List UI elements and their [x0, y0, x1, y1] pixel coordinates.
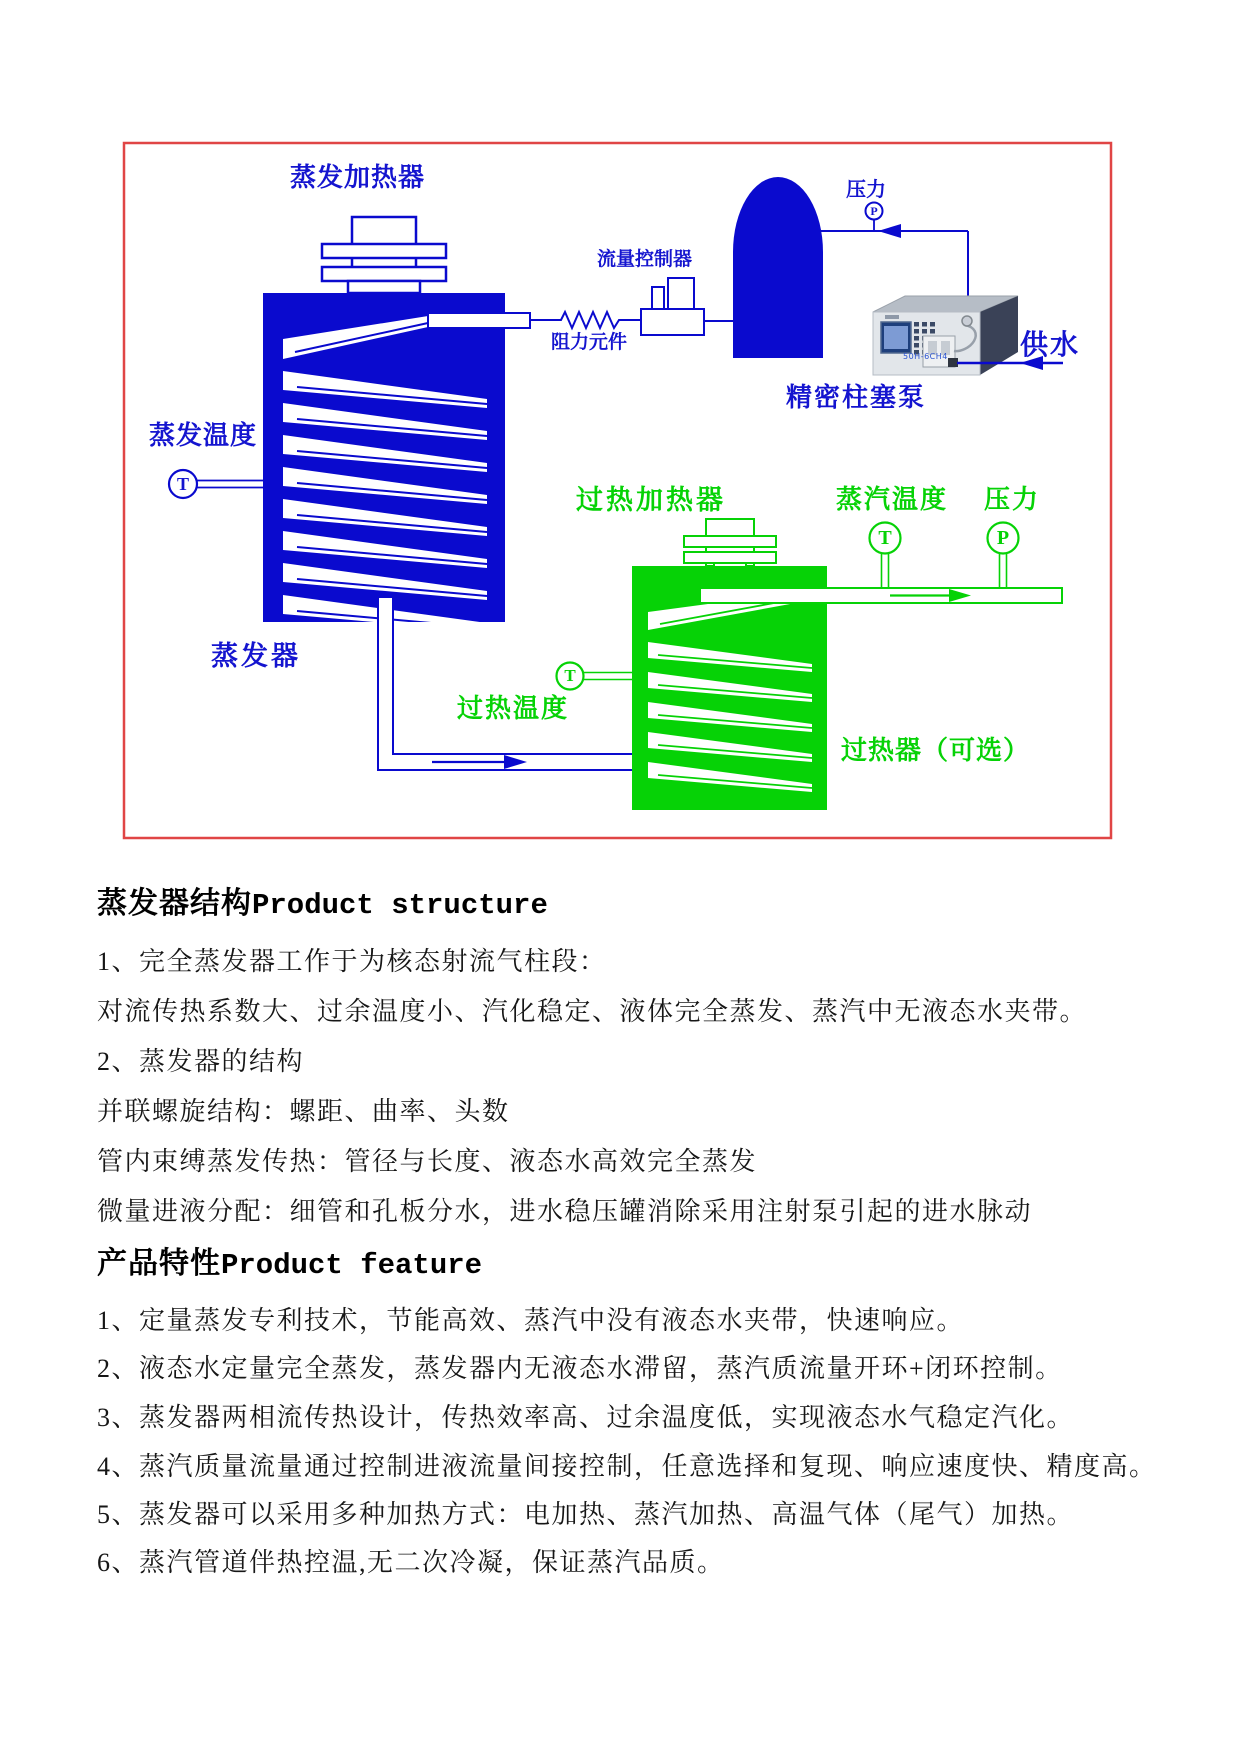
gauge-t-evap-letter: T: [176, 473, 189, 494]
superheater-heater-symbol: [684, 519, 776, 568]
steam-outlet-pipe: [700, 588, 1062, 603]
structure-heading-zh: 蒸发器结构: [97, 887, 252, 920]
gauge-p-pump-letter: P: [870, 203, 878, 218]
flow-controller-label: 流量控制器: [597, 249, 693, 270]
feature-line-6: 6、蒸汽管道伴热控温,无二次冷凝，保证蒸汽品质。: [97, 1548, 725, 1577]
evaporator-label: 蒸发器: [211, 641, 301, 671]
flow-arrow-left: [878, 224, 901, 238]
feature-line-5: 5、蒸发器可以采用多种加热方式：电加热、蒸汽加热、高温气体（尾气）加热。: [97, 1500, 1075, 1529]
feature-line-4: 4、蒸汽质量流量通过控制进液流量间接控制，任意选择和复现、响应速度快、精度高。: [97, 1452, 1157, 1481]
transfer-channel: [378, 598, 632, 770]
structure-heading-en: Product structure: [252, 889, 548, 922]
structure-line-4: 并联螺旋结构：螺距、曲率、头数: [97, 1097, 510, 1126]
feature-heading-en: Product feature: [221, 1249, 483, 1282]
evap-heater-label: 蒸发加热器: [290, 163, 426, 192]
section-feature-heading: [97, 1238, 482, 1282]
water-supply-label: 供水: [1020, 330, 1081, 361]
superheat-temp-label: 过热温度: [457, 694, 570, 723]
resistance-element-symbol: [556, 312, 625, 328]
pump-model-text: 50H-6CH4: [903, 352, 948, 361]
structure-line-1: 1、完全蒸发器工作于为核态射流气柱段：: [97, 947, 607, 976]
pump-inlet-port: [962, 316, 972, 326]
evap-temp-label: 蒸发温度: [149, 421, 258, 450]
gauge-t-steam-letter: T: [878, 526, 892, 549]
feature-line-2: 2、液态水定量完全蒸发，蒸发器内无液态水滞留，蒸汽质流量开环+闭环控制。: [97, 1354, 1063, 1383]
structure-line-3: 2、蒸发器的结构: [97, 1047, 305, 1076]
evaporator-outlet-pipe: [428, 313, 530, 328]
superheater-optional-label: 过热器（可选）: [841, 736, 1031, 765]
feature-line-3: 3、蒸发器两相流传热设计，传热效率高、过余温度低，实现液态水气稳定汽化。: [97, 1403, 1075, 1432]
pump-label: 精密柱塞泵: [786, 383, 927, 412]
resistance-element-label: 阻力元件: [551, 332, 628, 353]
gauge-t-superheat-letter: T: [564, 666, 576, 685]
structure-line-2: 对流传热系数大、过余温度小、汽化稳定、液体完全蒸发、蒸汽中无液态水夹带。: [97, 997, 1088, 1026]
flow-controller-symbol: [641, 278, 704, 335]
buffer-tank: [733, 177, 823, 358]
section-structure-heading: [97, 878, 548, 922]
superheat-heater-label: 过热加热器: [576, 485, 726, 515]
structure-line-6: 微量进液分配：细管和孔板分水，进水稳压罐消除采用注射泵引起的进水脉动: [97, 1197, 1033, 1226]
pressure-pump-label: 压力: [846, 179, 886, 201]
feature-line-1: 1、定量蒸发专利技术，节能高效、蒸汽中没有液态水夹带，快速响应。: [97, 1306, 965, 1335]
steam-temp-label: 蒸汽温度: [836, 485, 949, 514]
gauge-p-steam-letter: P: [996, 526, 1010, 549]
evap-heater-symbol: [322, 217, 446, 293]
feature-heading-zh: 产品特性: [97, 1247, 221, 1280]
structure-line-5: 管内束缚蒸发传热：管径与长度、液态水高效完全蒸发: [97, 1147, 758, 1176]
pressure-out-label: 压力: [984, 485, 1041, 514]
